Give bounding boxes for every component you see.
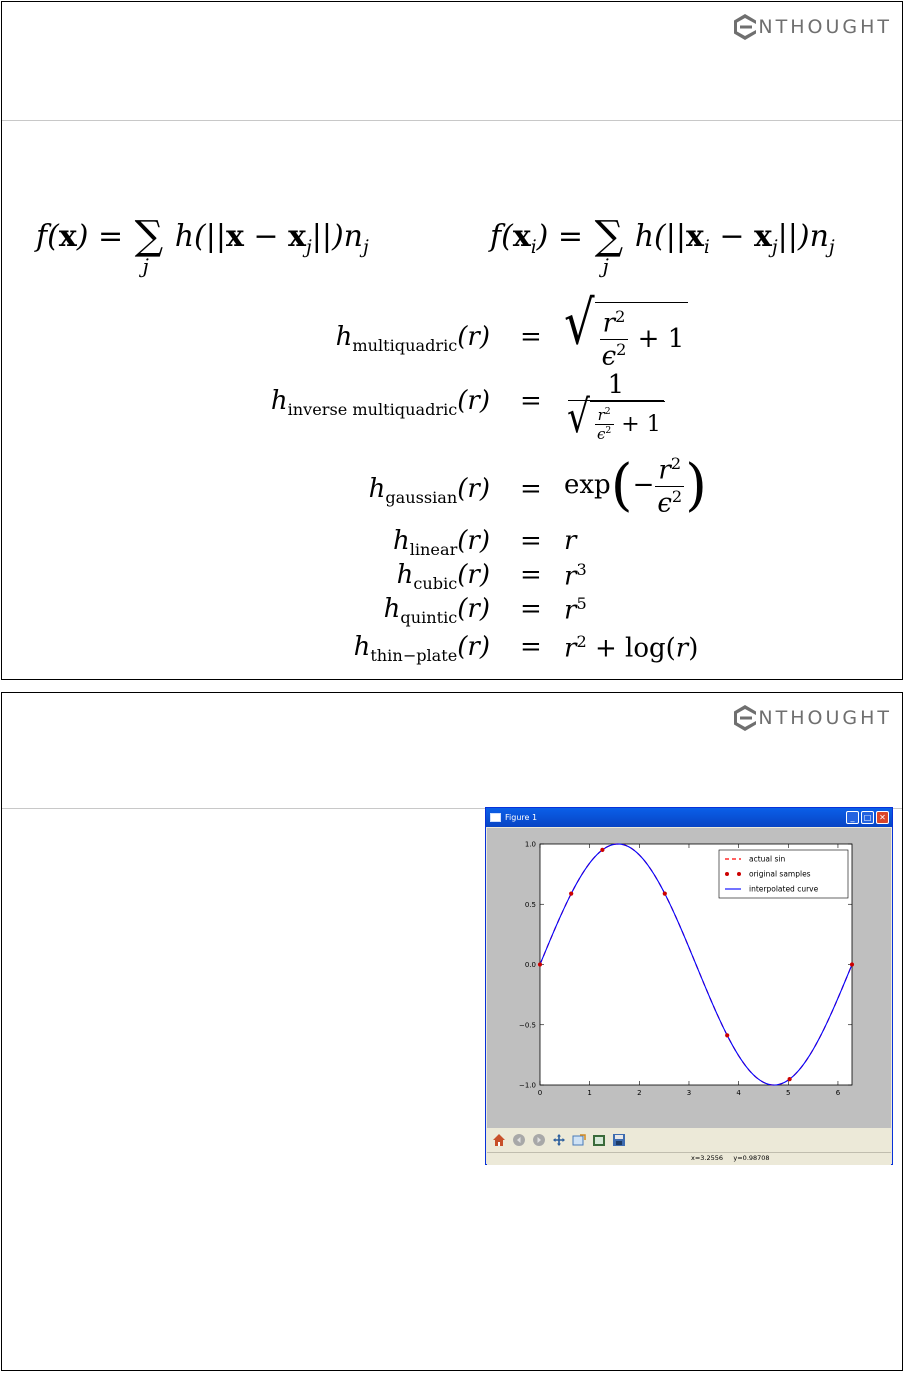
legend-label: interpolated curve [749,884,819,894]
sum-index: j [142,254,149,278]
zoom-icon[interactable] [572,1133,586,1147]
sample-point [538,962,542,966]
home-icon[interactable] [492,1133,506,1147]
basis-name: quintic [400,608,458,628]
eq-multiquadric: $h_{multiquadric}(r)$ = √ $\frac{r^2}{\epsilon^2}$ + 1 [2,302,902,372]
maximize-button[interactable]: □ [861,811,874,824]
figure-canvas[interactable] [487,828,891,1128]
pan-icon[interactable] [552,1133,566,1147]
y-tick-label: 0.0 [524,961,536,969]
legend-label: original samples [749,869,811,879]
slide-interpolation-plot [1,692,903,1371]
equals-sign: = [520,594,542,624]
basis-name: multiquadric [352,336,458,356]
sample-point [725,1033,729,1037]
y-tick-label: −1.0 [519,1081,536,1090]
eq-gaussian: $h_{gaussian}(r)$ = exp(− $\frac{r^2}{\epsilon^2}$ ) [368,453,708,519]
basis-name: gaussian [385,488,458,508]
eq-inverse-multiquadric: $h_{inverse multiquadric}(r)$ = 1 √ $\frac{r^2}{\epsilon^2}$ + 1 [2,370,902,450]
close-button[interactable]: ✕ [876,811,889,824]
equals-sign: = [520,474,542,504]
y-tick-label: 1.0 [524,840,536,849]
equals-sign: = [520,526,542,556]
x-tick-label: 5 [786,1089,791,1097]
save-icon[interactable] [612,1133,626,1147]
rbf-system-formula: $f(x_i)$ = ∑ j $h(||x_i - x_j||)n_j$ [490,213,835,278]
eq-cubic: $h_{cubic}(r)$ = $r^3$ [396,560,587,594]
x-tick-label: 4 [736,1089,741,1097]
cursor-y: y=0.98708 [733,1154,770,1162]
legend-label: actual sin [749,854,786,864]
x-tick-label: 1 [587,1089,592,1097]
brand-name: NTHOUGHT [758,16,892,38]
x-tick-label: 2 [637,1089,642,1097]
sample-point [788,1077,792,1081]
window-icon [490,813,501,822]
window-titlebar[interactable] [486,808,892,827]
x-tick-label: 6 [835,1089,841,1097]
figure-window [485,807,893,1165]
minimize-button[interactable]: _ [846,811,859,824]
back-icon[interactable] [512,1133,526,1147]
eq-quintic: $h_{quintic}(r)$ = $r^5$ [383,594,587,628]
sin-plot [487,828,891,1128]
equals-sign: = [520,386,542,416]
window-title: Figure 1 [505,813,538,822]
brand-logo [732,12,892,42]
forward-icon[interactable] [532,1133,546,1147]
cursor-coordinates [691,1154,770,1162]
sum-index: j [602,254,609,278]
sample-point [663,892,667,896]
header-divider [2,120,902,121]
legend-swatch-samples [725,872,729,876]
x-tick-label: 3 [686,1089,692,1097]
legend-swatch-samples [737,872,741,876]
y-tick-label: −0.5 [519,1021,536,1030]
status-bar [487,1152,891,1165]
brand-name: NTHOUGHT [758,707,892,729]
equals-sign: = [520,560,542,590]
basis-name: linear [409,540,458,560]
sample-point [569,892,573,896]
brand-logo [732,703,892,733]
basis-name: inverse multiquadric [287,400,458,420]
subplots-icon[interactable] [592,1133,606,1147]
nav-toolbar [487,1128,891,1152]
sample-point [850,962,854,966]
eq-linear: $h_{linear}(r)$ = r [393,526,577,560]
enthought-logo-icon [732,704,758,732]
sample-point [600,848,604,852]
slide-rbf-formulas [1,1,903,680]
enthought-logo-icon [732,13,758,41]
y-tick-label: 0.5 [524,900,536,909]
rbf-sum-formula: f(x) = ∑ j $h(||x - x_j||)n_j$ [36,213,369,278]
basis-name: cubic [413,574,458,594]
x-tick-label: 0 [537,1089,543,1097]
equals-sign: = [520,322,542,352]
cursor-x: x=3.2556 [691,1154,724,1162]
basis-name: thin−plate [370,646,458,666]
equals-sign: = [520,632,542,662]
eq-thin-plate: $h_{thin-plate}(r)$ = $r^2 + \log(r)$ [353,632,699,666]
